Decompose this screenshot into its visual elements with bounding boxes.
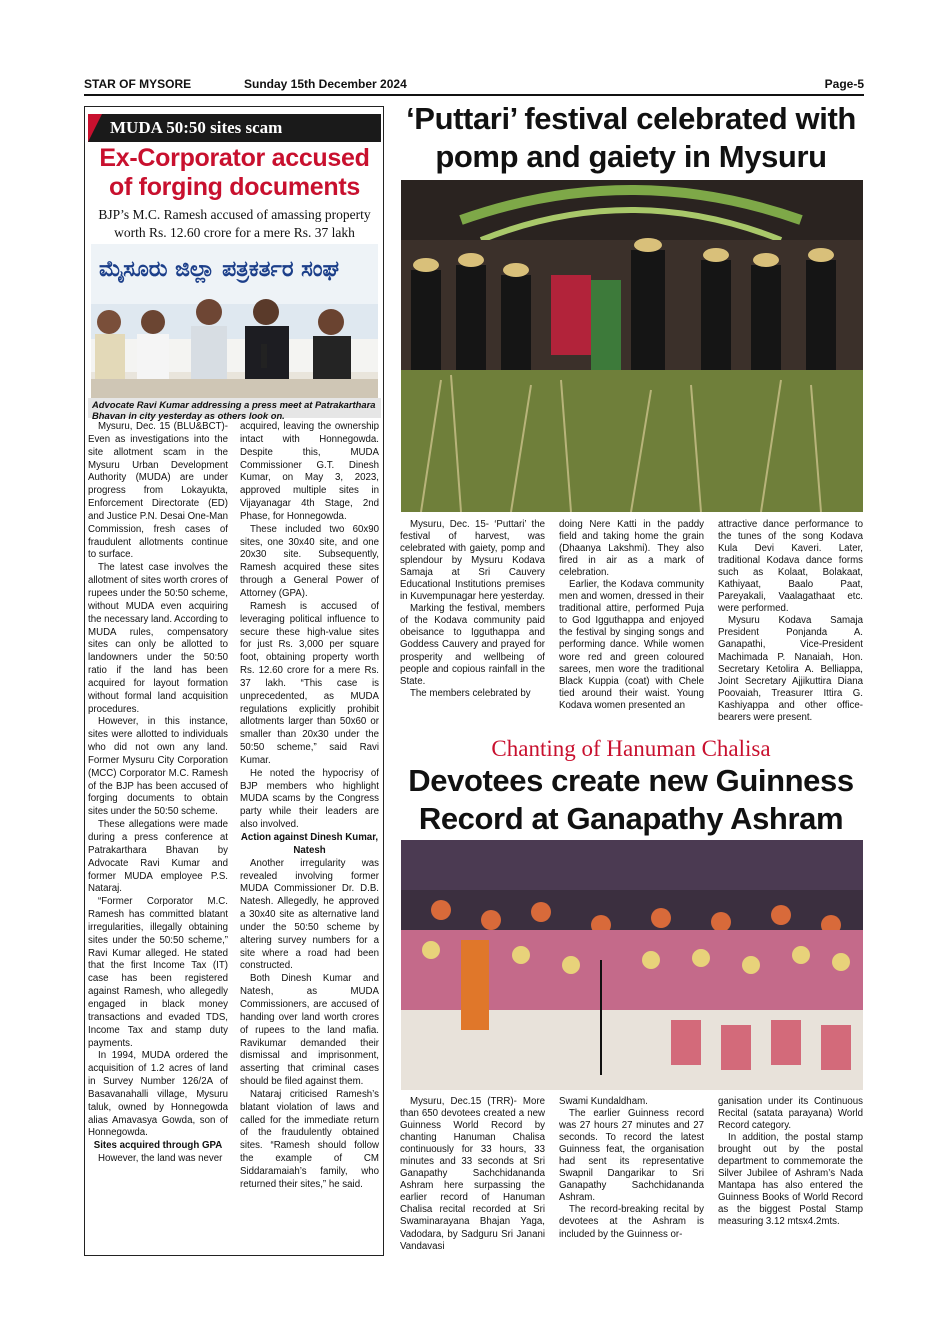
paragraph: These allegations were made during a press conference at Patrakarthara Bhavan by Advocate Ravi Kumar and former MUDA employee P.S. Nataraj. <box>88 819 228 895</box>
paragraph: Earlier, the Kodava community men and women, dressed in their traditional attire, performed Puja to God Igguthappa and enjoyed the festival by singing songs and performing dance. While women wore red and green coloured sarees, men wore the traditional Black Kuppia (coat) with Chele tied around their waist. Young Kodava women presented an <box>559 579 704 711</box>
paragraph: acquired, leaving the ownership intact with Honnegowda. Despite this, MUDA Commissioner G.T. Dinesh Kumar, on May 3, 2023, approved multiple sites in Vijayanagar 4th Stage, 2nd Phase, for Honnegowda. <box>240 421 379 522</box>
subheading: Action against Dinesh Kumar, Natesh <box>240 832 379 856</box>
paragraph: doing Nere Katti in the paddy field and taking home the grain (Dhaanya Lakshmi). They also fired in air as a mark of celebration. <box>559 519 704 579</box>
paragraph: These included two 60x90 sites, one 30x40 site, and one 20x30 site. Subsequently, Ramesh acquired these sites through a General Power of Attorney (GPA). <box>240 523 379 599</box>
puttari-column-2 <box>559 519 704 712</box>
guinness-column-2 <box>559 1096 704 1241</box>
left-headline: Ex-Corporator accused of forging documents <box>99 144 370 201</box>
press-meet-illustration <box>91 244 378 398</box>
left-column-1 <box>88 421 228 1166</box>
puttari-column-3 <box>718 519 863 724</box>
guinness-headline: Devotees create new Guinness Record at Ganapathy Ashram <box>408 763 854 836</box>
paragraph: The earlier Guinness record was 27 hours 27 minutes and 27 seconds. To record the latest Guinness feat, the organisation had sent its representative Swapnil Dangarikar to Sri Ganapathy Sachchidananda Ashram. <box>559 1108 704 1204</box>
guinness-illustration <box>401 840 863 1090</box>
page-number: Page-5 <box>824 77 864 91</box>
photo-banner-text: ಮೈಸೂರು ಜಿಲ್ಲಾ ಪತ್ರಕರ್ತರ ಸಂಘ <box>99 257 340 282</box>
guinness-photo <box>401 840 863 1090</box>
puttari-headline: ‘Puttari’ festival celebrated with pomp and gaiety in Mysuru <box>406 101 856 174</box>
paragraph: The latest case involves the allotment of sites worth crores of rupees under the 50:50 scheme, without MUDA even acquiring the necessary land. According to MUDA rules, compensatory sites can only be allotted to landowners under the 50:50 ratio if the land has been acquired for layout formation without formal land acquisition procedures. <box>88 562 229 715</box>
paragraph: attractive dance performance to the tunes of the song Kodava Kula Devi Kaveri. Later, traditional Kodava dance forms such as Kolaat, Bolakaat, Kathiyaat, Baalo Paat, Pareyakali, Vaalagathaat etc. were performed. <box>718 519 863 615</box>
photo-caption: Advocate Ravi Kumar addressing a press meet at Patrakarthara Bhavan in city yesterday as others look on. <box>88 398 381 418</box>
paragraph: Marking the festival, members of the Kodava community paid obeisance to Igguthappa and Goddess Cauvery and prayed for prosperity and wellbeing of people and copious rainfall in the State. <box>400 603 545 687</box>
paragraph: ganisation under its Continuous Recital (satata parayana) World Record category. <box>718 1096 863 1132</box>
paragraph: Ramesh is accused of leveraging political influence to secure these high-value sites for just Rs. 3,000 per square foot, obtaining property worth Rs. 12.60 crore for a mere Rs. 37 lakh. “This case is unprecedented, as MUDA regulations explicitly prohibit allotments larger than 50x60 or smaller than 20x30 under the 50:50 scheme,” said Ravi Kumar. <box>240 600 379 766</box>
paragraph: In 1994, MUDA ordered the acquisition of 1.2 acres of land in Survey Number 126/2A of Basavanahalli village, Mysuru taluk, owned by Honnegowda alias Amavasya Gowda, son of Honnegowda. <box>88 1050 228 1139</box>
paragraph: He noted the hypocrisy of BJP members who highlight MUDA scams by the Congress party while their leaders are also involved. <box>240 767 379 831</box>
guinness-column-1 <box>400 1096 545 1253</box>
paragraph: Mysuru Kodava Samaja President Ponjanda A. Ganapathi, Vice-President Machimada P. Nanaiah, Hon. Secretary Ketolira A. Belliappa, Joint Secretary Ajjikuttira Diana Poovaiah, Treasurer Ittira G. Kashiyappa and other office-bearers were present. <box>718 615 863 723</box>
paragraph: However, the land was never <box>98 1153 223 1165</box>
paragraph: Mysuru, Dec. 15 (BLU&BCT)- Even as investigations into the site allotment scam in the Mysuru Urban Development Authority (MUDA) are under progress from Lokayukta, Enforcement Directorate (ED) and Justice P.N. Desai One-Man Commission, fresh cases of fraudulent allotments continue to surface. <box>88 421 228 561</box>
paragraph: The record-breaking recital by devotees at the Ashram is included by the Guinness or- <box>559 1204 704 1240</box>
subheading: Sites acquired through GPA <box>93 1140 223 1152</box>
paragraph: Swami Kundaldham. <box>559 1096 648 1107</box>
paper-name: STAR OF MYSORE <box>84 77 192 91</box>
paragraph: Both Dinesh Kumar and Natesh, as MUDA Commissioners, are accused of handing over land worth crores of rupees to the land mafia. Ravikumar demanded their dismissal and imprisonment, asserting that criminal cases should be filed against them. <box>240 973 379 1088</box>
puttari-photo <box>401 180 863 512</box>
paragraph: The members celebrated by <box>410 687 531 699</box>
paragraph: “Former Corporator M.C. Ramesh has committed blatant irregularities, illegally obtaining sites under the 50:50 scheme,” Ravi Kumar alleged. He stated that the first Income Tax (IT) case has been registered against Ramesh, who allegedly engaged in black money transactions and evaded TDS, Income Tax and stamp duty payments. <box>88 896 228 1049</box>
guinness-kicker: Chanting of Hanuman Chalisa <box>491 736 771 761</box>
issue-date: Sunday 15th December 2024 <box>244 77 407 91</box>
paragraph: Nataraj criticised Ramesh’s blatant violation of laws and called for the immediate return of the fraudulently obtained sites. “Ramesh should follow the example of CM Siddaramaiah’s family, who returned their sites,” he said. <box>240 1088 379 1190</box>
masthead <box>84 74 864 96</box>
left-column-2 <box>240 421 379 1192</box>
puttari-illustration <box>401 180 863 512</box>
left-kicker: MUDA 50:50 sites scam <box>88 114 381 142</box>
paragraph: However, in this instance, sites were allotted to individuals who did not own any land. Former Mysuru City Corporation (MCC) Corporator M.C. Ramesh of the BJP has been accused of forging documents to obtain sites under the 50:50 scheme. <box>88 716 228 818</box>
paragraph: Mysuru, Dec.15 (TRR)- More than 650 devotees created a new Guinness World Record by chanting Hanuman Chalisa continuously for 33 hours, 33 minutes and 33 seconds at Sri Ganapathy Sachchidananda Ashram here surpassing the earlier record of Hanuman Chalisa recital recorded at Sri Swaminarayana Bhajan Yaga, Vadodara, by Sadguru Sri Janani Vandavasi <box>400 1096 545 1252</box>
red-flag-icon <box>88 114 102 142</box>
press-meet-photo <box>91 244 378 398</box>
puttari-column-1 <box>400 519 545 700</box>
paragraph: Another irregularity was revealed involving former MUDA Commissioner Dr. D.B. Natesh. Allegedly, he approved a 30x40 site as alternative land under the 50:50 scheme by altering survey numbers for a site where a road had been constructed. <box>240 857 379 972</box>
left-deck: BJP’s M.C. Ramesh accused of amassing property worth Rs. 12.60 crore for a mere Rs. 37 lakh <box>98 207 371 240</box>
paragraph: In addition, the postal stamp brought out by the postal department to commemorate the Silver Jubilee of Ashram’s Nada Mantapa has also entered the Guinness Books of World Record as the biggest Postal Stamp measuring 3.12 mtsx4.2mts. <box>718 1132 863 1228</box>
paragraph: Mysuru, Dec. 15- ‘Puttari’ the festival of harvest, was celebrated with gaiety, pomp and splendour by Mysuru Kodava Samaja at Sri Cauvery Educational Institutions premises in Kuvempunagar here yesterday. <box>400 519 545 603</box>
guinness-column-3 <box>718 1096 863 1229</box>
